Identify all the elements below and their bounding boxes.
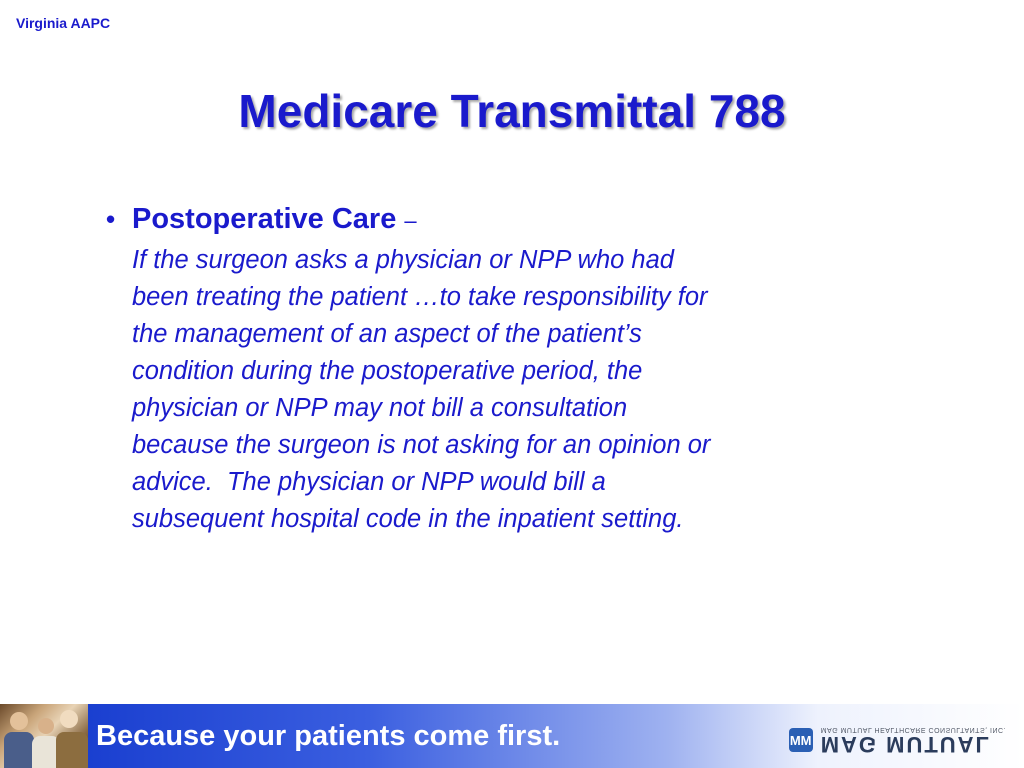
- footer-photo: [0, 704, 88, 768]
- org-label: Virginia AAPC: [16, 15, 111, 31]
- slide-title: Medicare Transmittal 788: [238, 85, 786, 137]
- logo-sub-text: MAG MUTUAL HEALTHCARE CONSULTANTS, INC.: [820, 726, 1006, 733]
- mag-mutual-logo: [789, 726, 1006, 757]
- footer-banner: [0, 704, 1024, 768]
- bullet-body-text: If the surgeon asks a physician or NPP who had been treating the patient …to take responsibility for the management of an aspect of the patient’s condition during the postoperative period, the physician or NPP may not bill a consultation because the surgeon is not asking for an opinion or advice. The physician or NPP would bill a subsequent hospital code in the inpatient setting.: [132, 246, 711, 533]
- bullet-item: [106, 203, 926, 236]
- heading-dash: –: [404, 208, 417, 233]
- bullet-icon: •: [106, 204, 116, 234]
- slide-content: [106, 203, 926, 538]
- tagline-band: [88, 704, 1024, 768]
- logo-mark-icon: MM: [789, 728, 813, 752]
- logo-text: [821, 725, 1006, 755]
- footer-tagline: Because your patients come first.: [96, 720, 561, 752]
- bullet-heading: Postoperative Care: [132, 203, 397, 235]
- logo-main-text: MAG MUTUAL: [820, 732, 991, 757]
